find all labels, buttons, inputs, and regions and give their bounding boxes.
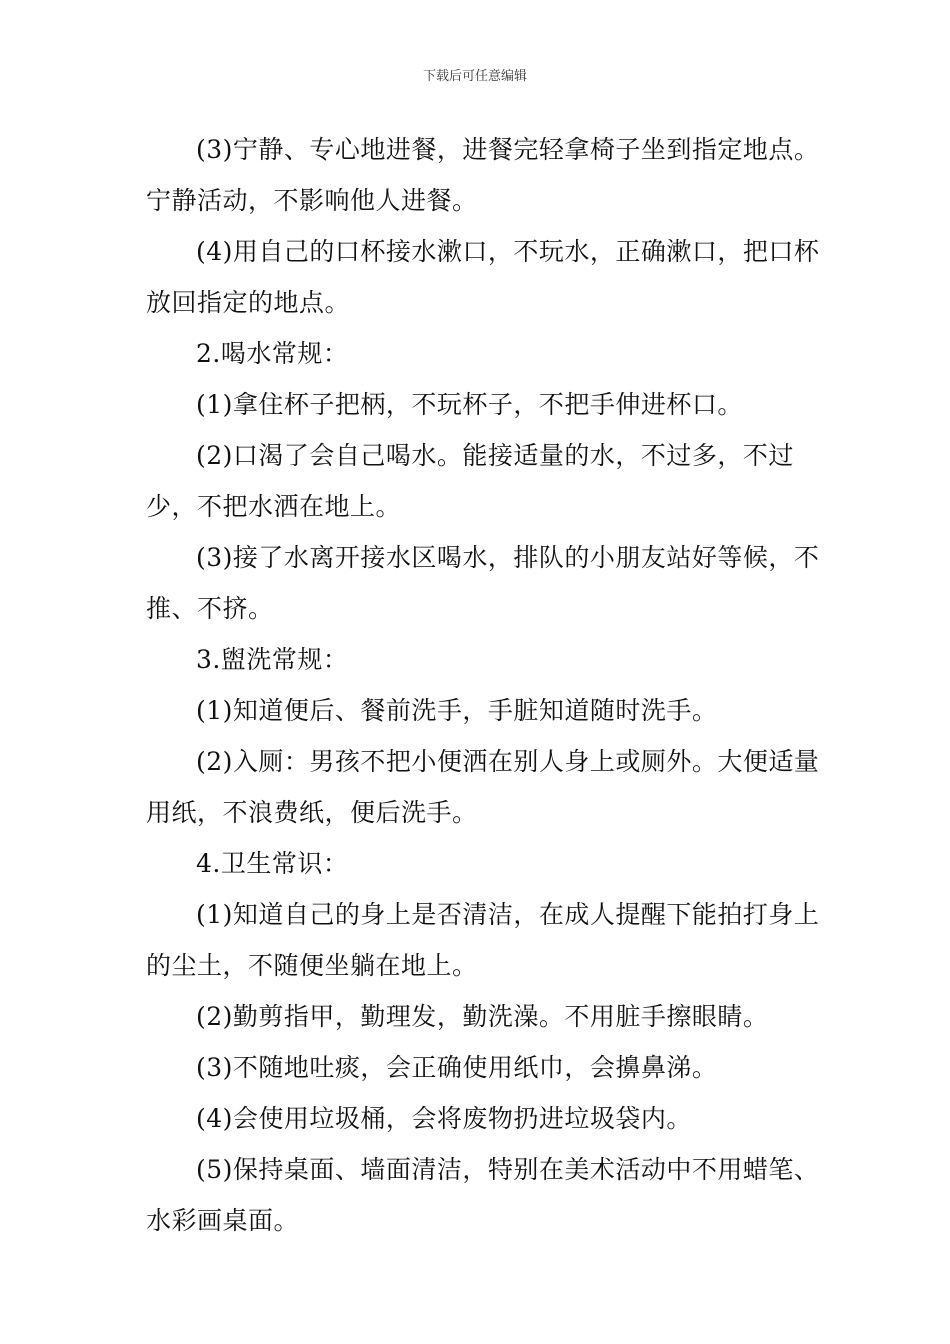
paragraph: (3)不随地吐痰，会正确使用纸巾，会擤鼻涕。 (196, 1053, 718, 1082)
paragraph: (3)宁静、专心地进餐，进餐完轻拿椅子坐到指定地点。宁静活动，不影响他人进餐。 (146, 135, 820, 215)
section-heading: 2.喝水常规： (196, 339, 349, 368)
page-header: 下载后可任意编辑 (422, 69, 527, 84)
section-heading: 3.盥洗常规： (196, 645, 349, 674)
document-body (146, 124, 826, 1246)
paragraph: (2)勤剪指甲，勤理发，勤洗澡。不用脏手擦眼睛。 (196, 1002, 769, 1031)
paragraph: (1)知道便后、餐前洗手，手脏知道随时洗手。 (196, 696, 718, 725)
paragraph: (3)接了水离开接水区喝水，排队的小朋友站好等候，不推、不挤。 (146, 543, 820, 623)
paragraph: (4)会使用垃圾桶，会将废物扔进垃圾袋内。 (196, 1104, 692, 1133)
paragraph: (1)知道自己的身上是否清洁，在成人提醒下能拍打身上的尘土，不随便坐躺在地上。 (146, 900, 820, 980)
section-heading: 4.卫生常识： (196, 849, 349, 878)
paragraph: (1)拿住杯子把柄，不玩杯子，不把手伸进杯口。 (196, 390, 743, 419)
paragraph: (2)入厕：男孩不把小便洒在别人身上或厕外。大便适量用纸，不浪费纸，便后洗手。 (146, 747, 820, 827)
paragraph: (4)用自己的口杯接水漱口，不玩水，正确漱口，把口杯放回指定的地点。 (146, 237, 820, 317)
paragraph: (5)保持桌面、墙面清洁，特别在美术活动中不用蜡笔、水彩画桌面。 (146, 1155, 820, 1235)
paragraph: (2)口渴了会自己喝水。能接适量的水，不过多，不过少，不把水洒在地上。 (146, 441, 794, 521)
